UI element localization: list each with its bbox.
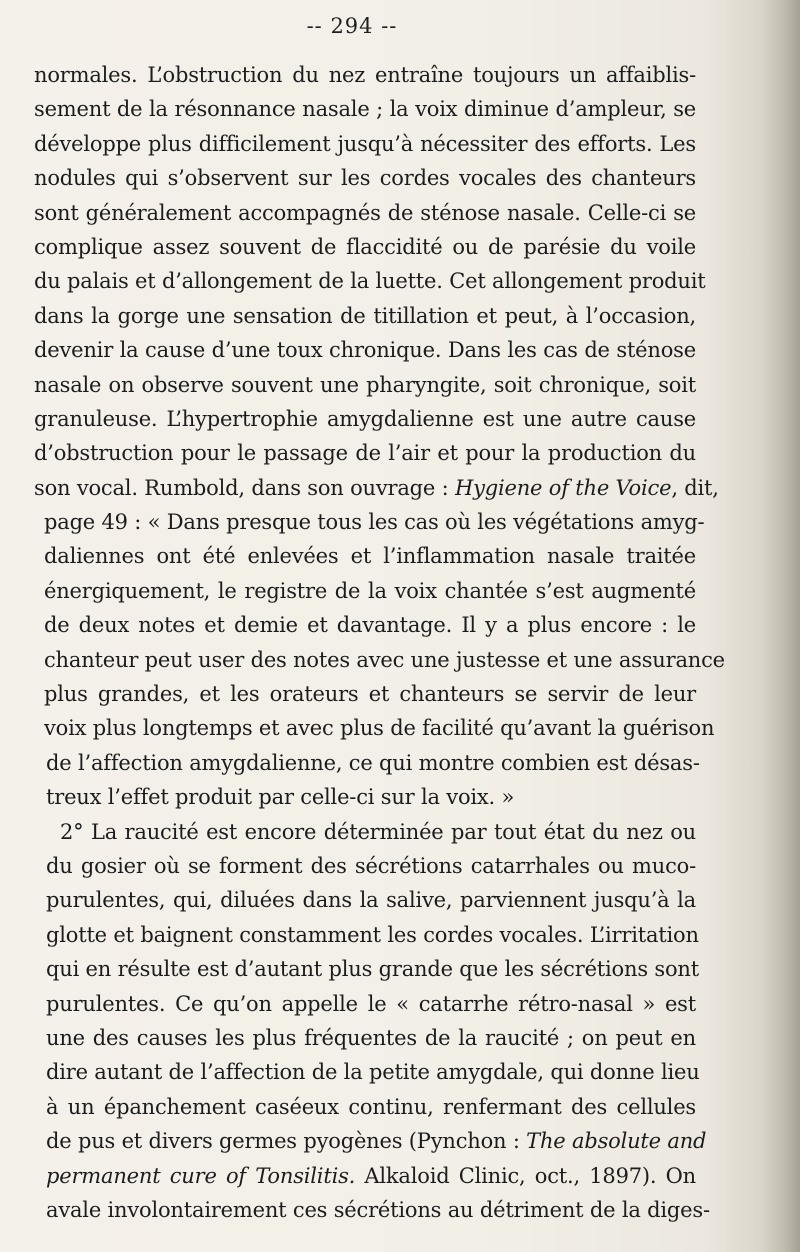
body-text: [34, 58, 725, 1227]
text-line: de l’affection amygdalienne, ce qui montre combien est désas-: [46, 750, 700, 775]
text-line: [46, 1159, 696, 1193]
text-line: plus grandes, et les orateurs et chanteurs se servir de leur: [44, 682, 696, 707]
text-line: 2° La raucité est encore déterminée par tout état du nez ou: [60, 819, 696, 844]
text-line: du palais et d’allongement de la luette. Cet allongement produit: [34, 269, 706, 294]
text-line: [46, 1124, 707, 1158]
text-line: purulentes. Ce qu’on appelle le « catarrhe rétro-nasal » est: [46, 991, 696, 1016]
text-line: avale involontairement ces sécrétions au détriment de la diges-: [46, 1197, 710, 1222]
text-run: , dit,: [671, 475, 719, 500]
text-line: nodules qui s’observent sur les cordes vocales des chanteurs: [34, 166, 696, 191]
text-line: du gosier où se forment des sécrétions catarrhales ou muco-: [46, 853, 696, 878]
text-line: treux l’effet produit par celle-ci sur la voix. »: [46, 785, 515, 810]
page-number: -- 294 --: [306, 14, 398, 38]
text-run: son vocal. Rumbold, dans son ouvrage :: [34, 475, 455, 500]
text-line: devenir la cause d’une toux chronique. Dans les cas de sténose: [34, 338, 696, 363]
text-line: nasale on observe souvent une pharyngite, soit chronique, soit: [34, 372, 696, 397]
text-line: purulentes, qui, diluées dans la salive, parviennent jusqu’à la: [46, 888, 696, 913]
text-line: normales. L’obstruction du nez entraîne toujours un affaiblis-: [34, 63, 696, 87]
text-line: daliennes ont été enlevées et l’inflammation nasale traitée: [44, 544, 696, 569]
text-run: de pus et divers germes pyogènes (Pynchon :: [46, 1129, 527, 1154]
italic-title: Hygiene of the Voice: [454, 475, 672, 500]
text-line: complique assez souvent de flaccidité ou de parésie du voile: [34, 234, 696, 259]
text-line: qui en résulte est d’autant plus grande que les sécrétions sont: [46, 957, 699, 982]
italic-title: permanent cure of Tonsilitis.: [46, 1163, 356, 1188]
italic-title: The absolute and: [526, 1129, 707, 1154]
text-run: Alkaloid Clinic, oct., 1897). On: [355, 1163, 696, 1188]
text-line: [34, 471, 719, 505]
text-line: développe plus difficilement jusqu’à nécessiter des efforts. Les: [34, 131, 696, 156]
text-line: voix plus longtemps et avec plus de facilité qu’avant la guérison: [44, 716, 715, 741]
text-line: dans la gorge une sensation de titillation et peut, à l’occasion,: [34, 303, 696, 328]
text-line: sement de la résonnance nasale ; la voix diminue d’ampleur, se: [34, 97, 696, 122]
text-line: dire autant de l’affection de la petite amygdale, qui donne lieu: [46, 1060, 700, 1085]
text-line: page 49 : « Dans presque tous les cas où les végétations amyg-: [44, 510, 705, 535]
text-line: d’obstruction pour le passage de l’air et pour la production du: [34, 441, 696, 466]
text-line: énergiquement, le registre de la voix chantée s’est augmenté: [44, 578, 696, 603]
text-line: chanteur peut user des notes avec une justesse et une assurance: [44, 647, 725, 672]
text-line: granuleuse. L’hypertrophie amygdalienne est une autre cause: [34, 406, 696, 431]
text-line: une des causes les plus fréquentes de la raucité ; on peut en: [46, 1025, 696, 1050]
text-line: à un épanchement caséeux continu, renfermant des cellules: [46, 1094, 696, 1119]
text-line: glotte et baignent constamment les cordes vocales. L’irritation: [46, 922, 699, 947]
page-edge-shadow: [760, 0, 800, 1252]
text-line: de deux notes et demie et davantage. Il y a plus encore : le: [44, 613, 696, 638]
text-line: sont généralement accompagnés de sténose nasale. Celle-ci se: [34, 200, 696, 225]
